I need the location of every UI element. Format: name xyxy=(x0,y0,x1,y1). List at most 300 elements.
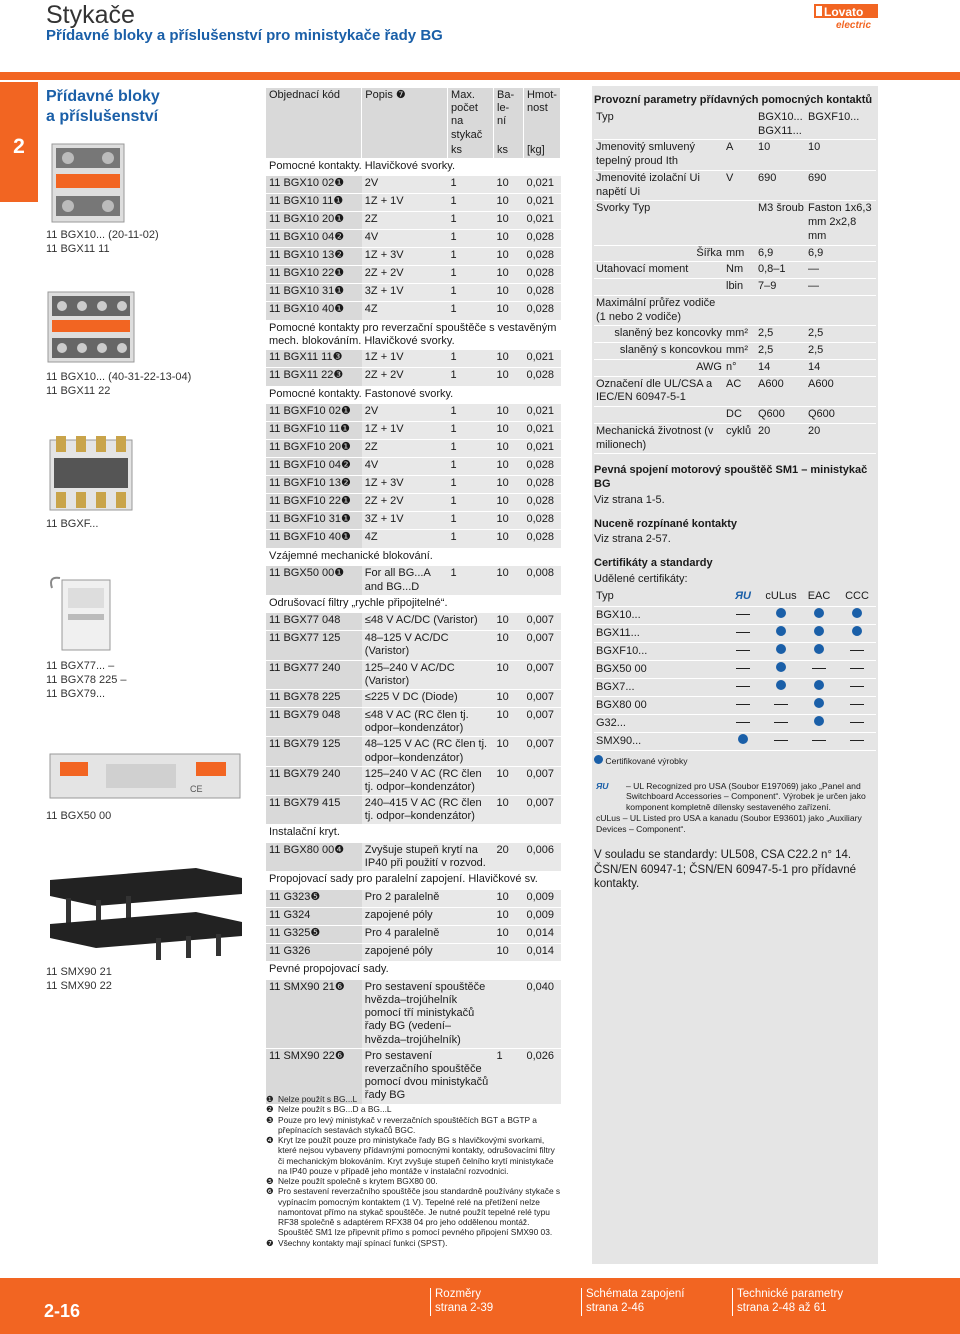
param-cell xyxy=(724,295,756,326)
caption-line: 11 BGX50 00 xyxy=(46,810,112,822)
param-cell: Q600 xyxy=(756,407,806,424)
table-row xyxy=(266,194,561,212)
order-code: 11 BGXF10 04❷ xyxy=(266,458,362,476)
order-code: 11 G325❺ xyxy=(266,925,362,943)
product-image-bgx77-filter xyxy=(46,568,116,654)
param-cell: 690 xyxy=(756,170,806,201)
max-qty: 1 xyxy=(448,266,494,284)
param-row xyxy=(594,110,876,140)
table-row xyxy=(266,422,561,440)
cert-row xyxy=(594,661,876,679)
footnote-marker: ❷ xyxy=(266,1104,274,1115)
cert-mark xyxy=(762,733,800,751)
not-certified-dash-icon xyxy=(736,632,750,633)
table-row xyxy=(266,737,561,766)
pack-qty: 10 xyxy=(494,230,524,248)
weight: 0,021 xyxy=(523,422,560,440)
cert-legend-text: Certifikované výrobky xyxy=(605,756,688,766)
param-cell: DC xyxy=(724,407,756,424)
pack-qty: 10 xyxy=(494,889,524,907)
param-cell: BGX10... BGX11... xyxy=(756,110,806,140)
pack-qty: 10 xyxy=(494,194,524,212)
cert-header: EAC xyxy=(800,589,838,607)
param-cell: cyklů xyxy=(724,423,756,454)
param-cell: Utahovací moment xyxy=(594,262,724,279)
certified-dot-icon xyxy=(814,608,824,618)
order-code: 11 BGX10 11❶ xyxy=(266,194,362,212)
section-row xyxy=(266,824,561,842)
weight: 0,007 xyxy=(523,660,560,689)
section-label: Propojovací sady pro paralelní zapojení. Hlavičkové sv. xyxy=(266,871,561,889)
sm1-text: Viz strana 1-5. xyxy=(594,493,665,506)
cert-header: Typ xyxy=(594,589,724,607)
pack-qty: 20 xyxy=(494,842,524,871)
param-cell: 2,5 xyxy=(756,326,806,343)
pack-qty: 10 xyxy=(494,631,524,660)
param-cell: — xyxy=(806,262,876,279)
param-cell: AC xyxy=(724,376,756,407)
cert-legend xyxy=(594,755,876,767)
param-cell: 2,5 xyxy=(806,343,876,360)
cert-mark xyxy=(724,607,762,625)
description: 2Z xyxy=(362,440,448,458)
cert-mark xyxy=(800,643,838,661)
not-certified-dash-icon xyxy=(736,650,750,651)
weight: 0,021 xyxy=(523,440,560,458)
cert-mark xyxy=(724,643,762,661)
section-heading-line2: a příslušenství xyxy=(46,108,159,125)
pack-qty: 10 xyxy=(494,613,524,631)
caption-line: 11 BGX79... xyxy=(46,687,106,700)
param-cell: 10 xyxy=(756,140,806,171)
param-row xyxy=(594,201,876,245)
product-image-bgx50-interlock xyxy=(46,744,244,804)
order-code: 11 BGX11 22❸ xyxy=(266,368,362,386)
footer-link-technical[interactable] xyxy=(732,1288,843,1316)
param-cell xyxy=(806,295,876,326)
param-cell: A600 xyxy=(806,376,876,407)
section-row xyxy=(266,320,561,350)
cert-header xyxy=(724,589,762,607)
footer-link-page: strana 2-48 až 61 xyxy=(737,1301,827,1314)
weight: 0,006 xyxy=(523,842,560,871)
not-certified-dash-icon xyxy=(774,740,788,741)
cert-mark xyxy=(724,697,762,715)
weight: 0,009 xyxy=(523,889,560,907)
cert-row xyxy=(594,643,876,661)
order-code: 11 BGX10 02❶ xyxy=(266,176,362,194)
pack-qty: 10 xyxy=(494,212,524,230)
footer-link-dimensions[interactable] xyxy=(430,1288,493,1316)
pack-qty: 10 xyxy=(494,284,524,302)
not-certified-dash-icon xyxy=(774,722,788,723)
table-row xyxy=(266,176,561,194)
param-cell: Q600 xyxy=(806,407,876,424)
table-row xyxy=(266,440,561,458)
param-cell: 20 xyxy=(756,423,806,454)
ul-logo-icon: ЯU xyxy=(735,590,751,603)
description: Pro sestavení reverzačního spouštěče pomocí dvou ministykačů řady BG xyxy=(362,1048,494,1103)
cert-mark xyxy=(800,661,838,679)
cert-mark xyxy=(724,715,762,733)
order-code: 11 BGXF10 11❶ xyxy=(266,422,362,440)
unit-max: ks xyxy=(448,143,494,158)
cert-mark xyxy=(762,715,800,733)
table-row xyxy=(266,907,561,925)
param-cell: mm xyxy=(724,245,756,262)
pack-qty: 10 xyxy=(494,907,524,925)
param-cell: 6,9 xyxy=(806,245,876,262)
footnote-marker: ❹ xyxy=(266,1135,274,1145)
not-certified-dash-icon xyxy=(736,704,750,705)
cert-mark xyxy=(724,679,762,697)
caption-bgxf xyxy=(46,518,98,532)
cert-header-row xyxy=(594,589,876,607)
not-certified-dash-icon xyxy=(850,740,864,741)
section-label: Pomocné kontakty. Hlavičkové svorky. xyxy=(266,158,561,176)
caption-line: 11 BGX10... (40-31-22-13-04) xyxy=(46,371,192,383)
cert-type: BGX10... xyxy=(594,607,724,625)
section-label: Pevné propojovací sady. xyxy=(266,961,561,979)
order-code: 11 BGXF10 02❶ xyxy=(266,404,362,422)
weight: 0,028 xyxy=(523,368,560,386)
order-code: 11 BGX11 11❸ xyxy=(266,350,362,368)
max-qty: 1 xyxy=(448,404,494,422)
table-row xyxy=(266,476,561,494)
table-row xyxy=(266,530,561,548)
param-cell: Jmenovitý smluvený tepelný proud Ith xyxy=(594,140,724,171)
max-qty: 1 xyxy=(448,302,494,320)
param-cell: A xyxy=(724,140,756,171)
description: Zvyšuje stupeň krytí na IP40 při použití v rozvod. xyxy=(362,842,494,871)
cert-mark xyxy=(838,625,876,643)
params-table xyxy=(594,110,876,455)
footnote-text: Pouze pro levý ministykač v reverzačních spouštěčích BGT a BGTP a přepínacích sestavách stykačů BGC. xyxy=(278,1114,537,1135)
max-qty: 1 xyxy=(448,530,494,548)
certified-dot-icon xyxy=(776,662,786,672)
param-cell: Mechanická životnost (v milionech) xyxy=(594,423,724,454)
footnote-marker: ❺ xyxy=(266,1176,274,1186)
weight: 0,028 xyxy=(523,494,560,512)
certified-dot-icon xyxy=(776,608,786,618)
order-code: 11 BGX50 00❶ xyxy=(266,566,362,595)
page-title: Stykače xyxy=(46,1,135,29)
description: 4Z xyxy=(362,530,448,548)
lovato-logo xyxy=(814,4,878,30)
order-code: 11 BGX10 31❶ xyxy=(266,284,362,302)
standards-text: V souladu se standardy: UL508, CSA C22.2 n° 14. ČSN/EN 60947-1; ČSN/EN 60947-5-1 pro přídavné kontakty. xyxy=(594,849,857,891)
table-row xyxy=(266,943,561,961)
param-row xyxy=(594,423,876,454)
order-code: 11 BGX77 125 xyxy=(266,631,362,660)
description: 48–125 V AC (RC člen tj. odpor–kondenzátor) xyxy=(362,737,494,766)
pack-qty: 1 xyxy=(494,1048,524,1103)
product-image-bgx10-2p xyxy=(46,140,130,224)
cert-mark xyxy=(800,733,838,751)
weight: 0,028 xyxy=(523,284,560,302)
caption-line: 11 SMX90 22 xyxy=(46,979,112,992)
params-heading: Provozní parametry přídavných pomocných kontaktů xyxy=(594,94,873,106)
svg-text:CE: CE xyxy=(190,784,203,794)
description: 125–240 V AC (RC člen tj. odpor–kondenzátor) xyxy=(362,766,494,795)
footnote xyxy=(266,1186,561,1237)
param-cell: — xyxy=(806,279,876,296)
certified-dot-icon xyxy=(776,626,786,636)
section-label: Pomocné kontakty pro reverzační spouštěče s vestavěným mech. blokováním. Hlavičkové svorky. xyxy=(266,320,561,350)
footnote-text: Nelze použít společně s krytem BGX80 00. xyxy=(278,1176,438,1186)
certified-dot-icon xyxy=(776,680,786,690)
not-certified-dash-icon xyxy=(736,614,750,615)
param-cell: slaněný bez koncovky xyxy=(594,326,724,343)
param-row xyxy=(594,279,876,296)
footnote xyxy=(266,1238,561,1248)
ul-logo-icon: ЯU xyxy=(596,780,609,791)
weight: 0,009 xyxy=(523,907,560,925)
param-row xyxy=(594,326,876,343)
caption-line: 11 BGX77... – xyxy=(46,660,115,672)
weight: 0,026 xyxy=(523,1048,560,1103)
footnotes xyxy=(266,1094,561,1248)
not-certified-dash-icon xyxy=(850,704,864,705)
certified-dot-icon xyxy=(814,626,824,636)
cert-mark xyxy=(762,697,800,715)
not-certified-dash-icon xyxy=(812,668,826,669)
pack-qty: 10 xyxy=(494,796,524,825)
max-qty: 1 xyxy=(448,458,494,476)
pack-qty xyxy=(494,979,524,1048)
param-cell: 6,9 xyxy=(756,245,806,262)
order-code: 11 BGXF10 20❶ xyxy=(266,440,362,458)
description: ≤48 V AC/DC (Varistor) xyxy=(362,613,494,631)
footnote xyxy=(266,1094,561,1104)
param-cell: 0,8–1 xyxy=(756,262,806,279)
chapter-tab: 2 xyxy=(0,82,38,202)
description: Pro 4 paralelně xyxy=(362,925,494,943)
description: 4V xyxy=(362,230,448,248)
caption-bgx10-2p xyxy=(46,229,159,257)
caption-line: 11 BGX11 22 xyxy=(46,384,111,397)
description: 1Z + 3V xyxy=(362,248,448,266)
cert-type: BGXF10... xyxy=(594,643,724,661)
cert-row xyxy=(594,715,876,733)
section-row xyxy=(266,595,561,613)
param-cell: V xyxy=(724,170,756,201)
max-qty: 1 xyxy=(448,212,494,230)
description: Pro sestavení spouštěče hvězda–trojúhelník pomocí tří ministykačů řady BG (vedení–hvězda–trojúhelník) xyxy=(362,979,494,1048)
certified-dot-icon xyxy=(814,716,824,726)
caption-bgx10-4p xyxy=(46,371,191,399)
table-row xyxy=(266,512,561,530)
cert-mark xyxy=(838,733,876,751)
cert-type: G32... xyxy=(594,715,724,733)
param-cell: 7–9 xyxy=(756,279,806,296)
pack-qty: 10 xyxy=(494,530,524,548)
table-row xyxy=(266,842,561,871)
cert-mark xyxy=(838,715,876,733)
cert-type: BGX7... xyxy=(594,679,724,697)
table-row xyxy=(266,707,561,736)
description: 1Z + 1V xyxy=(362,422,448,440)
table-row xyxy=(266,889,561,907)
not-certified-dash-icon xyxy=(850,686,864,687)
col-max xyxy=(448,88,494,143)
certified-dot-icon xyxy=(776,644,786,654)
cert-mark xyxy=(762,679,800,697)
param-row xyxy=(594,407,876,424)
pack-qty: 10 xyxy=(494,689,524,707)
param-cell xyxy=(756,295,806,326)
footer-link-label: Technické parametry xyxy=(737,1288,844,1300)
description: 3Z + 1V xyxy=(362,512,448,530)
table-row xyxy=(266,368,561,386)
weight: 0,007 xyxy=(523,766,560,795)
section-row xyxy=(266,158,561,176)
description: 2Z + 2V xyxy=(362,266,448,284)
footnote-text: Všechny kontakty mají spínací funkci (SPST). xyxy=(278,1237,448,1248)
product-image-bgxf xyxy=(46,434,136,514)
table-row xyxy=(266,404,561,422)
weight: 0,007 xyxy=(523,631,560,660)
cert-type: BGX80 00 xyxy=(594,697,724,715)
section-heading-line1: Přídavné bloky xyxy=(46,88,160,105)
weight: 0,021 xyxy=(523,176,560,194)
max-qty: 1 xyxy=(448,230,494,248)
section-row xyxy=(266,548,561,566)
param-cell: lbin xyxy=(724,279,756,296)
order-code: 11 BGX79 415 xyxy=(266,796,362,825)
weight: 0,007 xyxy=(523,689,560,707)
weight: 0,007 xyxy=(523,737,560,766)
weight: 0,028 xyxy=(523,248,560,266)
caption-bgx77 xyxy=(46,660,127,701)
certified-dot-icon xyxy=(738,734,748,744)
max-qty: 1 xyxy=(448,494,494,512)
weight: 0,028 xyxy=(523,458,560,476)
pack-qty: 10 xyxy=(494,266,524,284)
cert-mark xyxy=(800,697,838,715)
order-code: 11 BGX80 00❹ xyxy=(266,842,362,871)
param-row xyxy=(594,140,876,171)
cert-header: CCC xyxy=(838,589,876,607)
param-cell xyxy=(594,407,724,424)
description: 48–125 V AC/DC (Varistor) xyxy=(362,631,494,660)
description: 2Z xyxy=(362,212,448,230)
caption-line: 11 BGX10... (20-11-02) xyxy=(46,229,159,241)
cert-table xyxy=(594,589,876,752)
param-row xyxy=(594,295,876,326)
order-code: 11 BGX77 240 xyxy=(266,660,362,689)
order-code: 11 SMX90 21❻ xyxy=(266,979,362,1048)
pack-qty: 10 xyxy=(494,440,524,458)
description: 2Z + 2V xyxy=(362,494,448,512)
order-code: 11 BGX10 22❶ xyxy=(266,266,362,284)
param-cell: BGXF10... xyxy=(806,110,876,140)
cert-mark xyxy=(838,661,876,679)
max-qty: 1 xyxy=(448,368,494,386)
param-cell: Jmenovité izolační Ui napětí Ui xyxy=(594,170,724,201)
table-row xyxy=(266,979,561,1048)
caption-bgx50 xyxy=(46,810,111,824)
footer-link-label: Schémata zapojení xyxy=(586,1288,685,1300)
pack-qty: 10 xyxy=(494,660,524,689)
order-code: 11 G324 xyxy=(266,907,362,925)
pack-qty: 10 xyxy=(494,476,524,494)
description: ≤48 V AC (RC člen tj. odpor–kondenzátor) xyxy=(362,707,494,736)
caption-line: 11 BGXF... xyxy=(46,518,99,530)
cert-row xyxy=(594,733,876,751)
weight: 0,028 xyxy=(523,266,560,284)
ul-note-text: – UL Recognized pro USA (Soubor E197069) jako „Panel and Switchboard Accessories – Component“. Výrobek je určen jako komponent kompletně dílensky sestaveného zařízení. xyxy=(626,780,866,813)
table-row xyxy=(266,266,561,284)
cert-type: BGX50 00 xyxy=(594,661,724,679)
certified-dot-icon xyxy=(852,626,862,636)
weight: 0,021 xyxy=(523,404,560,422)
max-qty: 1 xyxy=(448,350,494,368)
table-row xyxy=(266,284,561,302)
param-cell: 690 xyxy=(806,170,876,201)
order-code: 11 BGX78 225 xyxy=(266,689,362,707)
col-desc: Popis ❼ xyxy=(362,88,448,158)
caption-line: 11 BGX78 225 – xyxy=(46,673,127,686)
weight: 0,007 xyxy=(523,796,560,825)
not-certified-dash-icon xyxy=(736,668,750,669)
pack-qty: 10 xyxy=(494,422,524,440)
pack-qty: 10 xyxy=(494,737,524,766)
footnote-text: Pro sestavení reverzačního spouštěče jsou standardně používány stykače s vypínacím pomocným kontaktem (1 V). Tepelné relé na přetížení nelze namontovat přímo na stykač spouštěče. Je nutné použít tepelné relé typu RF38 společně s adaptérem RFX38 04 pro jeho oddělenou montáž. Spouštěč SM1 lze připevnit přímo s pomocí pevného připojení SMX90 03. xyxy=(278,1186,561,1238)
param-cell xyxy=(594,279,724,296)
max-qty: 1 xyxy=(448,566,494,595)
not-certified-dash-icon xyxy=(850,722,864,723)
cert-mark xyxy=(800,679,838,697)
cert-subtitle: Udělené certifikáty: xyxy=(594,572,688,585)
table-row xyxy=(266,212,561,230)
cert-row xyxy=(594,679,876,697)
param-row xyxy=(594,343,876,360)
weight: 0,028 xyxy=(523,230,560,248)
description: ≤225 V DC (Diode) xyxy=(362,689,494,707)
cert-mark xyxy=(800,607,838,625)
header-bar xyxy=(0,72,960,80)
order-code: 11 BGX77 048 xyxy=(266,613,362,631)
param-cell: Faston 1x6,3 mm 2x2,8 mm xyxy=(806,201,876,245)
unit-weight: [kg] xyxy=(523,143,560,158)
cert-header: cULus xyxy=(762,589,800,607)
not-certified-dash-icon xyxy=(736,722,750,723)
pack-qty: 10 xyxy=(494,176,524,194)
footer-link-page: strana 2-39 xyxy=(435,1301,494,1314)
description: 4V xyxy=(362,458,448,476)
description: 1Z + 1V xyxy=(362,350,448,368)
sm1-title: Pevná spojení motorový spouštěč SM1 – ministykač BG xyxy=(594,464,868,490)
footer-link-wiring[interactable] xyxy=(581,1288,684,1316)
max-qty: 1 xyxy=(448,284,494,302)
section-label: Vzájemné mechanické blokování. xyxy=(266,548,561,566)
pack-qty: 10 xyxy=(494,368,524,386)
order-code: 11 BGXF10 40❶ xyxy=(266,530,362,548)
weight: 0,021 xyxy=(523,212,560,230)
weight: 0,021 xyxy=(523,350,560,368)
table-row xyxy=(266,566,561,595)
pack-qty: 10 xyxy=(494,566,524,595)
param-cell: slaněný s koncovkou xyxy=(594,343,724,360)
param-cell: Šířka xyxy=(594,245,724,262)
cert-mark xyxy=(762,625,800,643)
col-weight: Hmot- nost xyxy=(523,88,560,143)
param-cell: mm² xyxy=(724,343,756,360)
weight: 0,040 xyxy=(523,979,560,1048)
description: 125–240 V AC/DC (Varistor) xyxy=(362,660,494,689)
weight: 0,008 xyxy=(523,566,560,595)
